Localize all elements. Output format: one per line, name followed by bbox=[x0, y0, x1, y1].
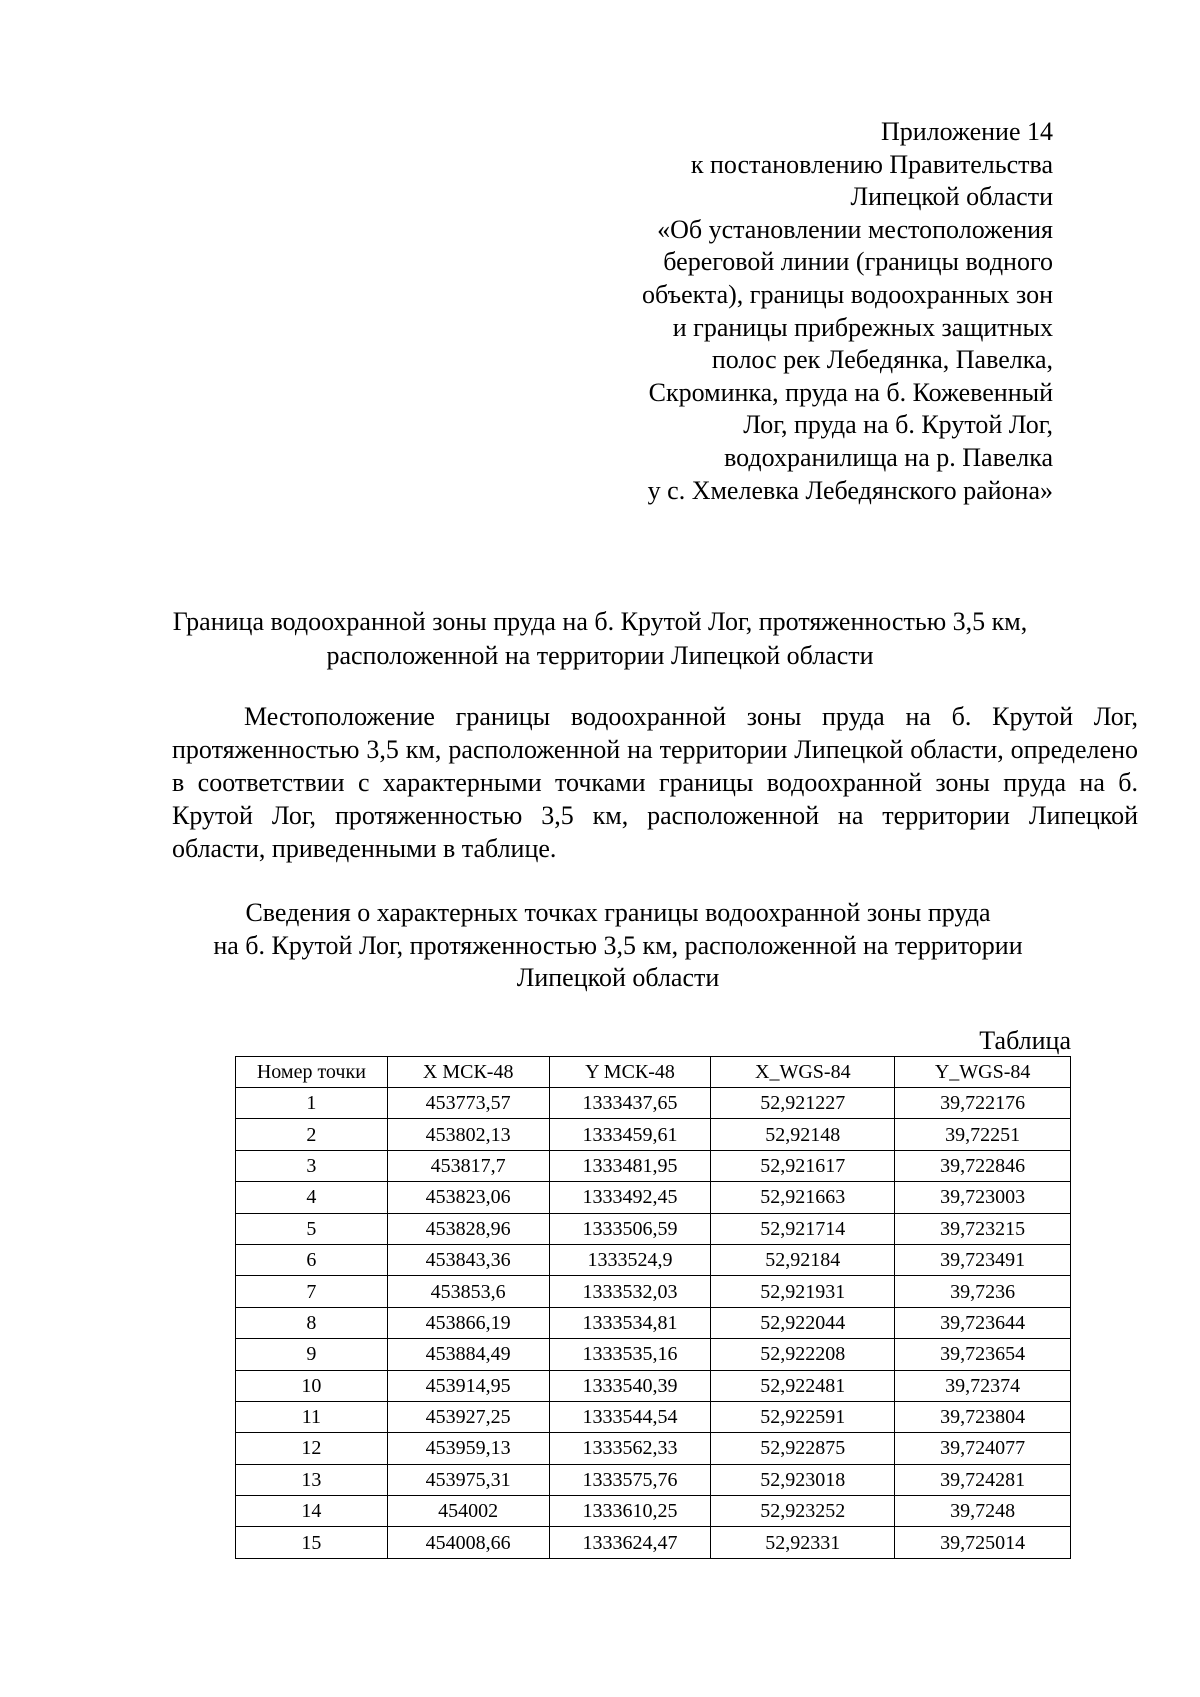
appendix-line: к постановлению Правительства bbox=[690, 149, 1053, 179]
cell-y-wgs: 39,725014 bbox=[895, 1527, 1071, 1558]
cell-y-msk: 1333481,95 bbox=[549, 1150, 711, 1181]
cell-x-wgs: 52,922591 bbox=[711, 1401, 895, 1432]
table-row bbox=[236, 1433, 1071, 1464]
appendix-line: Приложение 14 bbox=[880, 117, 1053, 146]
appendix-line: и границы прибрежных защитных bbox=[672, 312, 1053, 342]
table-row bbox=[236, 1527, 1071, 1558]
cell-x-wgs: 52,921227 bbox=[711, 1088, 895, 1119]
cell-x-wgs: 52,92148 bbox=[711, 1119, 895, 1150]
cell-point-number: 3 bbox=[236, 1150, 388, 1181]
appendix-line: Скроминка, пруда на б. Кожевенный bbox=[648, 377, 1053, 407]
cell-x-msk: 453853,6 bbox=[387, 1276, 549, 1307]
table-row bbox=[236, 1307, 1071, 1338]
table-row bbox=[236, 1213, 1071, 1244]
cell-x-msk: 453773,57 bbox=[387, 1088, 549, 1119]
cell-y-msk: 1333624,47 bbox=[549, 1527, 711, 1558]
cell-point-number: 14 bbox=[236, 1496, 388, 1527]
table-caption bbox=[0, 897, 1200, 995]
cell-y-wgs: 39,723491 bbox=[895, 1244, 1071, 1275]
cell-point-number: 12 bbox=[236, 1433, 388, 1464]
appendix-line: береговой линии (границы водного bbox=[663, 247, 1053, 277]
cell-x-wgs: 52,922875 bbox=[711, 1433, 895, 1464]
table-row bbox=[236, 1276, 1071, 1307]
table-row bbox=[236, 1401, 1071, 1432]
cell-y-msk: 1333506,59 bbox=[549, 1213, 711, 1244]
cell-x-wgs: 52,92331 bbox=[711, 1527, 895, 1558]
appendix-line: Липецкой области bbox=[850, 182, 1053, 212]
cell-x-wgs: 52,922481 bbox=[711, 1370, 895, 1401]
cell-y-msk: 1333562,33 bbox=[549, 1433, 711, 1464]
cell-y-msk: 1333534,81 bbox=[549, 1307, 711, 1338]
cell-x-msk: 453975,31 bbox=[387, 1464, 549, 1495]
cell-y-wgs: 39,723003 bbox=[895, 1182, 1071, 1213]
table-row bbox=[236, 1496, 1071, 1527]
cell-y-wgs: 39,723654 bbox=[895, 1339, 1071, 1370]
cell-x-wgs: 52,922208 bbox=[711, 1339, 895, 1370]
appendix-line: водохранилища на р. Павелка bbox=[724, 442, 1053, 472]
cell-y-msk: 1333575,76 bbox=[549, 1464, 711, 1495]
table-row bbox=[236, 1150, 1071, 1181]
cell-x-msk: 453884,49 bbox=[387, 1339, 549, 1370]
cell-y-wgs: 39,7248 bbox=[895, 1496, 1071, 1527]
table-row bbox=[236, 1339, 1071, 1370]
table-label: Таблица bbox=[979, 1026, 1071, 1055]
cell-x-wgs: 52,921617 bbox=[711, 1150, 895, 1181]
cell-y-msk: 1333532,03 bbox=[549, 1276, 711, 1307]
points-table bbox=[235, 1056, 1071, 1559]
document-title bbox=[0, 605, 1200, 673]
cell-x-wgs: 52,92184 bbox=[711, 1244, 895, 1275]
appendix-line: Лог, пруда на б. Крутой Лог, bbox=[743, 410, 1053, 440]
caption-line: на б. Крутой Лог, протяженностью 3,5 км, расположенной на территории bbox=[213, 930, 1023, 960]
appendix-line: «Об установлении местоположения bbox=[657, 214, 1053, 244]
cell-x-msk: 453802,13 bbox=[387, 1119, 549, 1150]
cell-y-wgs: 39,723804 bbox=[895, 1401, 1071, 1432]
cell-y-msk: 1333459,61 bbox=[549, 1119, 711, 1150]
body-paragraph bbox=[172, 700, 1138, 865]
header-x-wgs: X_WGS-84 bbox=[711, 1057, 895, 1088]
table-row bbox=[236, 1244, 1071, 1275]
caption-line: Сведения о характерных точках границы водоохранной зоны пруда bbox=[245, 898, 991, 927]
title-line: Граница водоохранной зоны пруда на б. Крутой Лог, протяженностью 3,5 км, bbox=[172, 607, 1028, 636]
cell-point-number: 8 bbox=[236, 1307, 388, 1338]
cell-x-msk: 453927,25 bbox=[387, 1401, 549, 1432]
cell-point-number: 4 bbox=[236, 1182, 388, 1213]
cell-point-number: 13 bbox=[236, 1464, 388, 1495]
appendix-line: объекта), границы водоохранных зон bbox=[642, 279, 1053, 309]
table-row bbox=[236, 1119, 1071, 1150]
table-body bbox=[236, 1088, 1071, 1559]
cell-y-msk: 1333524,9 bbox=[549, 1244, 711, 1275]
cell-x-msk: 453817,7 bbox=[387, 1150, 549, 1181]
cell-point-number: 6 bbox=[236, 1244, 388, 1275]
cell-point-number: 10 bbox=[236, 1370, 388, 1401]
cell-y-wgs: 39,722846 bbox=[895, 1150, 1071, 1181]
cell-y-wgs: 39,723215 bbox=[895, 1213, 1071, 1244]
cell-y-msk: 1333437,65 bbox=[549, 1088, 711, 1119]
cell-x-wgs: 52,922044 bbox=[711, 1307, 895, 1338]
table-row bbox=[236, 1370, 1071, 1401]
appendix-line: полос рек Лебедянка, Павелка, bbox=[711, 345, 1053, 375]
cell-y-msk: 1333535,16 bbox=[549, 1339, 711, 1370]
cell-y-wgs: 39,72251 bbox=[895, 1119, 1071, 1150]
header-x-msk: X МСК-48 bbox=[387, 1057, 549, 1088]
cell-y-wgs: 39,7236 bbox=[895, 1276, 1071, 1307]
header-point-number: Номер точки bbox=[236, 1057, 388, 1088]
table-header-row bbox=[236, 1057, 1071, 1088]
table-row bbox=[236, 1088, 1071, 1119]
cell-x-msk: 453959,13 bbox=[387, 1433, 549, 1464]
appendix-line: у с. Хмелевка Лебедянского района» bbox=[647, 475, 1053, 505]
cell-y-wgs: 39,724077 bbox=[895, 1433, 1071, 1464]
cell-y-msk: 1333610,25 bbox=[549, 1496, 711, 1527]
table-row bbox=[236, 1182, 1071, 1213]
cell-y-wgs: 39,723644 bbox=[895, 1307, 1071, 1338]
cell-point-number: 1 bbox=[236, 1088, 388, 1119]
cell-y-msk: 1333540,39 bbox=[549, 1370, 711, 1401]
cell-y-msk: 1333544,54 bbox=[549, 1401, 711, 1432]
caption-line: Липецкой области bbox=[516, 963, 720, 992]
paragraph-text: Местоположение границы водоохранной зоны пруда на б. Крутой Лог, протяженностью 3,5 км, расположенной на территории Липецкой области, определено в соответствии с характерными точками границы водоохранной зоны пруда на б. Крутой Лог, протяженностью 3,5 км, расположенной на территории Липецкой области, приведенными в таблице. bbox=[172, 702, 1138, 863]
cell-point-number: 11 bbox=[236, 1401, 388, 1432]
cell-y-wgs: 39,72374 bbox=[895, 1370, 1071, 1401]
cell-x-msk: 453914,95 bbox=[387, 1370, 549, 1401]
appendix-header bbox=[493, 116, 1053, 507]
cell-x-msk: 453828,96 bbox=[387, 1213, 549, 1244]
cell-x-wgs: 52,923252 bbox=[711, 1496, 895, 1527]
cell-y-wgs: 39,722176 bbox=[895, 1088, 1071, 1119]
table-row bbox=[236, 1464, 1071, 1495]
cell-point-number: 9 bbox=[236, 1339, 388, 1370]
cell-x-wgs: 52,921714 bbox=[711, 1213, 895, 1244]
cell-y-msk: 1333492,45 bbox=[549, 1182, 711, 1213]
header-y-wgs: Y_WGS-84 bbox=[895, 1057, 1071, 1088]
cell-x-wgs: 52,921663 bbox=[711, 1182, 895, 1213]
cell-x-msk: 453823,06 bbox=[387, 1182, 549, 1213]
cell-y-wgs: 39,724281 bbox=[895, 1464, 1071, 1495]
cell-point-number: 15 bbox=[236, 1527, 388, 1558]
cell-x-msk: 453843,36 bbox=[387, 1244, 549, 1275]
cell-point-number: 5 bbox=[236, 1213, 388, 1244]
cell-x-msk: 454002 bbox=[387, 1496, 549, 1527]
cell-x-msk: 453866,19 bbox=[387, 1307, 549, 1338]
cell-x-msk: 454008,66 bbox=[387, 1527, 549, 1558]
cell-point-number: 2 bbox=[236, 1119, 388, 1150]
cell-x-wgs: 52,923018 bbox=[711, 1464, 895, 1495]
title-line: расположенной на территории Липецкой области bbox=[326, 641, 874, 670]
cell-x-wgs: 52,921931 bbox=[711, 1276, 895, 1307]
cell-point-number: 7 bbox=[236, 1276, 388, 1307]
header-y-msk: Y МСК-48 bbox=[549, 1057, 711, 1088]
